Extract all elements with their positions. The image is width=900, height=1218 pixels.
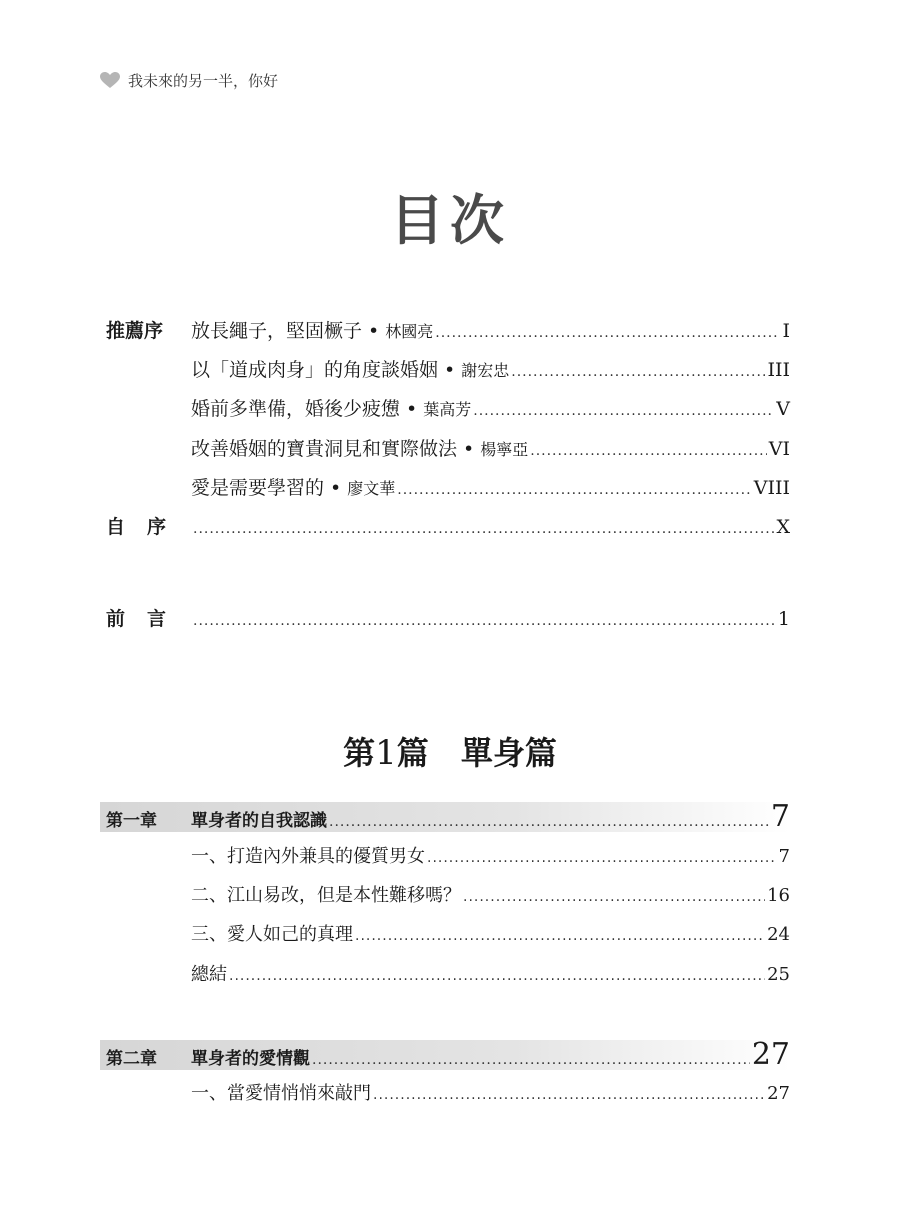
toc-page-number: I — [782, 320, 790, 342]
toc-row — [106, 1079, 790, 1109]
chapter-page-number: 7 — [770, 799, 790, 834]
preface-label: 自序 — [106, 516, 189, 538]
bullet: • — [330, 477, 342, 499]
leader-dots — [463, 889, 765, 905]
section-title: 三、愛人如己的真理 — [191, 924, 353, 945]
part-prefix: 第 — [343, 734, 376, 772]
leader-dots — [329, 814, 769, 830]
toc-row — [106, 473, 790, 503]
bullet: • — [406, 398, 418, 420]
toc-entry-title: 放長繩子，堅固橛子 — [191, 320, 363, 342]
leader-dots — [511, 364, 765, 380]
section-page-number: 7 — [778, 846, 790, 867]
recommend-label: 推薦序 — [106, 320, 164, 342]
part-title — [0, 728, 900, 774]
leader-dots — [312, 1052, 750, 1068]
toc-page-number: VI — [768, 438, 790, 460]
leader-dots — [193, 613, 776, 629]
leader-dots — [397, 482, 752, 498]
section-title: 二、江山易改，但是本性難移嗎？ — [191, 885, 461, 906]
chapter-title: 單身者的自我認識 — [191, 811, 327, 831]
bullet: • — [444, 359, 456, 381]
foreword-label: 前言 — [106, 608, 189, 630]
running-head-text: 我未來的另一半，你好 — [128, 72, 279, 90]
toc-row — [106, 842, 790, 872]
section-title: 總結 — [191, 964, 227, 985]
toc-row — [106, 960, 790, 990]
toc-row — [106, 394, 790, 424]
toc-entry-title: 愛是需要學習的 — [191, 477, 325, 499]
toc-row — [106, 920, 790, 950]
part-name: 單身篇 — [460, 734, 557, 772]
toc-page-number: X — [776, 516, 790, 538]
toc-entry-title: 以「道成肉身」的角度談婚姻 — [191, 359, 439, 381]
chapter-title: 單身者的愛情觀 — [191, 1049, 310, 1069]
leader-dots — [193, 521, 774, 537]
toc-entry-title: 婚前多準備，婚後少疲憊 — [191, 398, 401, 420]
toc-entry-author: 葉高芳 — [423, 400, 472, 419]
toc-row — [106, 434, 790, 464]
section-title: 一、打造內外兼具的優質男女 — [191, 846, 425, 867]
page-title: 目次 — [390, 188, 510, 252]
toc-page-number: V — [776, 398, 790, 420]
toc-row — [106, 604, 790, 634]
section-page-number: 16 — [767, 885, 790, 906]
leader-dots — [373, 1087, 765, 1103]
leader-dots — [473, 403, 774, 419]
part-number: 1 — [375, 733, 397, 773]
chapter-label: 第一章 — [106, 811, 157, 831]
bullet: • — [368, 320, 380, 342]
section-page-number: 27 — [767, 1083, 790, 1104]
running-head — [100, 70, 278, 91]
toc-row — [106, 355, 790, 385]
chapter-label: 第二章 — [106, 1049, 157, 1069]
section-page-number: 25 — [767, 964, 790, 985]
toc-row — [106, 316, 790, 346]
chapter-heading — [100, 799, 790, 834]
chapter-heading — [100, 1037, 790, 1072]
leader-dots — [435, 325, 780, 341]
toc-page-number: VIII — [753, 477, 790, 499]
toc-entry-title: 改善婚姻的寶貴洞見和實際做法 — [191, 438, 458, 460]
toc-page-number: 1 — [777, 608, 790, 630]
leader-dots — [355, 928, 765, 944]
leader-dots — [229, 968, 765, 984]
section-title: 一、當愛情悄悄來敲門 — [191, 1083, 371, 1104]
bullet: • — [463, 438, 475, 460]
toc-row — [106, 881, 790, 911]
section-page-number: 24 — [767, 924, 790, 945]
part-suffix: 篇 — [396, 734, 429, 772]
toc-entry-author: 廖文華 — [347, 479, 396, 498]
toc-entry-author: 楊寧亞 — [480, 440, 529, 459]
heart-icon — [100, 72, 120, 89]
leader-dots — [427, 850, 777, 866]
toc-entry-author: 林國亮 — [385, 322, 434, 341]
chapter-page-number: 27 — [751, 1037, 790, 1072]
toc-page-number: III — [767, 359, 790, 381]
leader-dots — [530, 443, 767, 459]
toc-row — [106, 512, 790, 542]
toc-entry-author: 謝宏忠 — [461, 361, 510, 380]
